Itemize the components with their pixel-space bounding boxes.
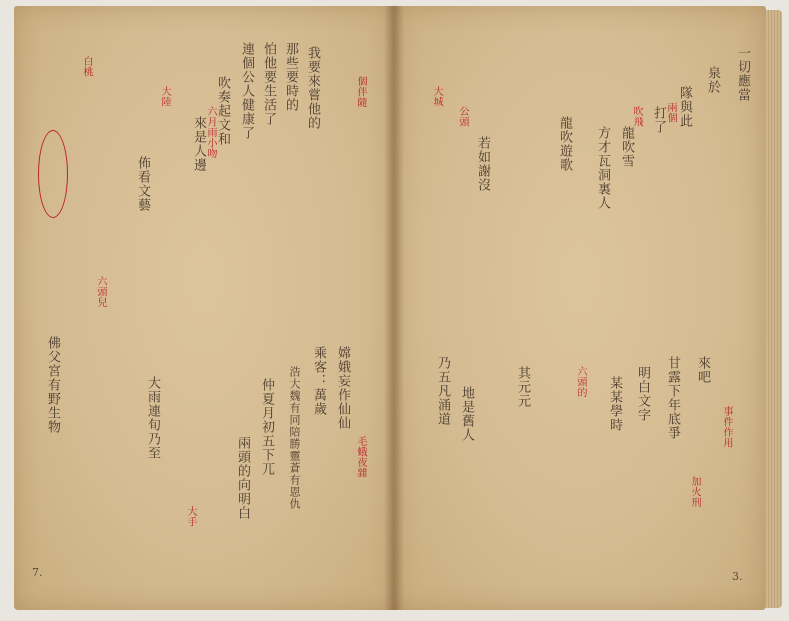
- right-text-column: 其元元: [515, 366, 530, 408]
- red-annotation: 六月雨小吻: [205, 106, 216, 159]
- red-annotation: 大城: [431, 86, 442, 107]
- red-annotation: 大陸: [159, 86, 170, 107]
- right-text-column: 泉於: [705, 66, 720, 94]
- circled-annotation: [38, 130, 68, 218]
- left-text-column: 我要來嘗他的: [305, 46, 320, 130]
- page-number: 7.: [32, 566, 43, 579]
- red-annotation: 六頭兒: [95, 276, 106, 308]
- left-text-column: 怕他要生活了: [261, 42, 276, 126]
- right-text-column: 龍吹雪: [619, 126, 634, 168]
- left-text-column: 嫦娥妄作仙仙: [335, 346, 350, 430]
- red-annotation: 兩個: [665, 102, 676, 123]
- right-text-column: 隊與此: [677, 86, 692, 128]
- right-page: [394, 6, 766, 610]
- left-text-column: 乘客：萬歲: [311, 346, 326, 416]
- red-annotation: 個伴隨: [355, 76, 366, 108]
- right-text-column: 乃五凡涌道: [435, 356, 450, 426]
- right-text-column: 明白文字: [635, 366, 650, 422]
- red-annotation: 大手: [185, 506, 196, 527]
- red-annotation: 公頭: [457, 106, 468, 127]
- right-text-column: 來吧: [695, 356, 710, 384]
- right-text-column: 龍吹遊歌: [557, 116, 572, 172]
- page-edges: [766, 10, 782, 608]
- right-text-column: 方才瓦洞裏人: [595, 126, 610, 210]
- left-text-column: 大雨連旬乃至: [145, 376, 160, 460]
- page-number: 3.: [732, 570, 743, 583]
- red-annotation: 白桃: [81, 56, 92, 77]
- red-annotation: 六頭的: [575, 366, 586, 398]
- right-text-column: 甘露下年底爭: [665, 356, 680, 440]
- red-annotation: 事件作用: [721, 406, 732, 448]
- red-annotation: 毛蛾夜雜: [355, 436, 366, 478]
- left-text-column: 那些要時的: [283, 42, 298, 112]
- right-text-column: 若如謝沒: [475, 136, 490, 192]
- right-text-column: 打了: [651, 106, 666, 134]
- left-text-column: 來是人邊: [191, 116, 206, 172]
- right-text-column: 地是舊人: [459, 386, 474, 442]
- left-text-column: 連個公人健康了: [239, 42, 254, 140]
- book-gutter: [384, 6, 404, 610]
- left-text-column: 仲夏月初五下兀: [259, 378, 274, 476]
- left-text-column: 浩大魏有同陪勝靈蒼有恩仇: [288, 366, 301, 510]
- right-text-column: 某某學時: [607, 376, 622, 432]
- left-text-column: 兩頭的向明白: [235, 436, 250, 520]
- left-text-column: 佛父宮有野生物: [45, 336, 60, 434]
- left-text-column: 吹奏起文和: [215, 76, 230, 146]
- left-text-column: 佈看文藝: [135, 156, 150, 212]
- left-page: [14, 6, 394, 610]
- red-annotation: 加火刑: [689, 476, 700, 508]
- red-annotation: 吹飛: [631, 106, 642, 127]
- right-text-column: 一切應當: [735, 46, 750, 102]
